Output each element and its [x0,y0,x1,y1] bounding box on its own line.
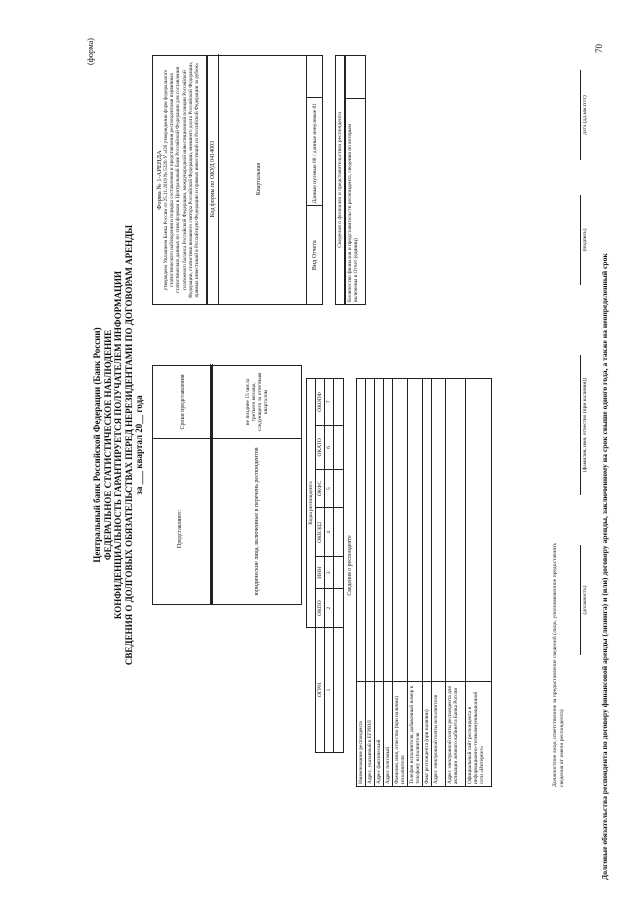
reps-table [345,55,366,305]
code-col-7: ОКОПФ [316,379,325,426]
info-input-3[interactable] [384,379,393,682]
code-num-4: 4 [325,508,334,557]
report-type-label-td [307,206,323,305]
code-num-2: 2 [325,589,334,628]
code-input-5[interactable] [334,469,344,507]
official-signature-line[interactable] [580,195,588,285]
header-line5: за ___ квартал 20__ года [134,395,144,495]
codes-blank [307,628,316,753]
info-input-4[interactable] [393,379,408,682]
okud-label: Код формы по ОКУД 0414003 [210,54,219,304]
official-position-line[interactable] [580,545,588,655]
code-num-1: 1 [325,628,334,753]
info-input-8[interactable] [446,379,466,682]
code-num-3: 3 [325,557,334,589]
info-input-2[interactable] [375,379,384,682]
official-name-line[interactable] [580,355,588,495]
info-label-6: Факс респондента (при наличии) [423,682,432,787]
code-num-6: 6 [325,425,334,469]
info-label-1: Адрес, указанный в ЕГРЮЛ [366,682,375,787]
provider-who-text-td [213,438,302,604]
info-label-8: Адрес электронной почты респондента для активации личного кабинета Банка России [446,682,466,787]
reps-text: Количество филиалов и представительств респондента, сведения по которым включены в Отчет (единиц) [347,124,359,302]
info-label-4: Фамилия, имя, отчество (при наличии) исполнителя [393,682,408,787]
provider-who-header: Представляют: [177,509,183,549]
info-label-0: Наименование респондента [357,682,366,787]
info-label-2: Адрес фактический [375,682,384,787]
info-input-1[interactable] [366,379,375,682]
provider-deadline-text-td [213,366,302,439]
info-input-7[interactable] [432,379,446,682]
header-line3: КОНФИДЕНЦИАЛЬНОСТЬ ГАРАНТИРУЕТСЯ ПОЛУЧАТЕЛЕМ ИНФОРМАЦИИ [113,270,123,620]
reps-title-cell [335,55,345,305]
form-label: (форма) [86,38,95,65]
code-col-6: ОКАТО [316,425,325,469]
info-input-9[interactable] [466,379,492,682]
report-type-value-td [307,97,323,205]
code-input-4[interactable] [334,508,344,557]
page-number: 70 [594,44,604,53]
code-input-3[interactable] [334,557,344,589]
provider-deadline-header-td [153,366,213,439]
info-input-6[interactable] [423,379,432,682]
okud-block [207,55,307,305]
official-date-line[interactable] [580,70,588,160]
info-label-5: Телефон исполнителя, добавочный номер к телефону исполнителя [408,682,423,787]
official-position-label: (должность) [582,585,588,615]
code-num-5: 5 [325,469,334,507]
code-num-7: 7 [325,379,334,426]
report-type-input[interactable] [307,56,323,98]
footer-caption: Долговые обязательства респондента по договору финансовой аренды (лизинга) и (или) договору аренды, заключенному на срок свыше одного года, а также на неопределенный срок [600,253,609,880]
report-type-table [306,55,323,305]
reps-title: Сведения о филиалах и представительствах респондента [337,112,343,248]
info-input-0[interactable] [357,379,366,682]
report-type-value: Данные нулевые 00 / данные ненулевые 01 [311,102,318,204]
header-line4: СВЕДЕНИЯ О ДОЛГОВЫХ ОБЯЗАТЕЛЬСТВАХ ПЕРЕД НЕРЕЗИДЕНТАМИ ПО ДОГОВОРАМ АРЕНДЫ [123,224,134,666]
header-block [92,165,145,725]
code-col-5: ОКФС [316,469,325,507]
code-col-2: ОКПО [316,589,325,628]
respondent-info-table [356,378,492,787]
reps-count-input[interactable] [346,56,366,99]
okud-period: Квартальная [256,162,262,196]
provider-who-text: юридические лица, включенные в перечень респондентов [254,447,260,596]
provider-deadline-text: не позднее 15 числа третьего месяца, следующего за отчетным кварталом [245,372,269,432]
code-input-1[interactable] [334,628,344,753]
code-input-6[interactable] [334,425,344,469]
approval-text: утверждена Указанием Банка России от 25.11.2019 № 5328-У «Об утверждении форм федерального статистического наблюдения и порядка составления и представления респондентами первичных статистических данных по этим формам в Центральный банк Российской Федерации для составления платежного баланса Российской Федерации, международной инвестиционной позиции Российской Федерации, статистики внешнего сектора Российской Федерации, внешнего долга Российской Федерации, прямых инвестиций в Российскую Федерацию и прямых инвестиций из Российской Федерации за рубеж» [163,61,201,299]
code-col-1: ОГРН [316,628,325,753]
code-input-7[interactable] [334,379,344,426]
provider-table [152,365,302,605]
header-line2: ФЕДЕРАЛЬНОЕ СТАТИСТИЧЕСКОЕ НАБЛЮДЕНИЕ [102,329,113,561]
report-type-label: Вид Отчета [311,240,318,271]
official-name-label: (фамилия, имя, отчество (при наличии)) [582,377,588,473]
code-input-2[interactable] [334,589,344,628]
reps-text-td [346,98,366,304]
approval-form-no: Форма № 1-АРЕНДА [156,150,163,210]
info-label-7: Адрес электронной почты исполнителя [432,682,446,787]
respondent-info-title: Сведения о респонденте [347,535,353,596]
header-line1: Центральный банк Российской Федерации (Банк России) [92,327,102,563]
official-text: Должностное лицо, ответственное за предоставление сведений (лицо, уполномоченное предоставлять сведения от имени респондента) [552,543,565,787]
official-signature-label: (подпись) [582,228,588,252]
provider-deadline-header: Сроки представления [179,374,186,430]
codes-title: Коды респондента [308,481,314,525]
codes-table [306,378,344,753]
provider-who-header-td [153,438,213,604]
info-label-3: Адрес почтовый [384,682,393,787]
codes-title-td [307,379,316,628]
approval-block [152,55,207,305]
info-input-5[interactable] [408,379,423,682]
code-col-3: ИНН [316,557,325,589]
code-col-4: ОКВЭД2 [316,508,325,557]
info-label-9: Официальный сайт респондента в информационно-телекоммуникационной сети «Интернет» [466,682,492,787]
official-date-label: дата (дд.мм.гггг) [582,95,588,135]
